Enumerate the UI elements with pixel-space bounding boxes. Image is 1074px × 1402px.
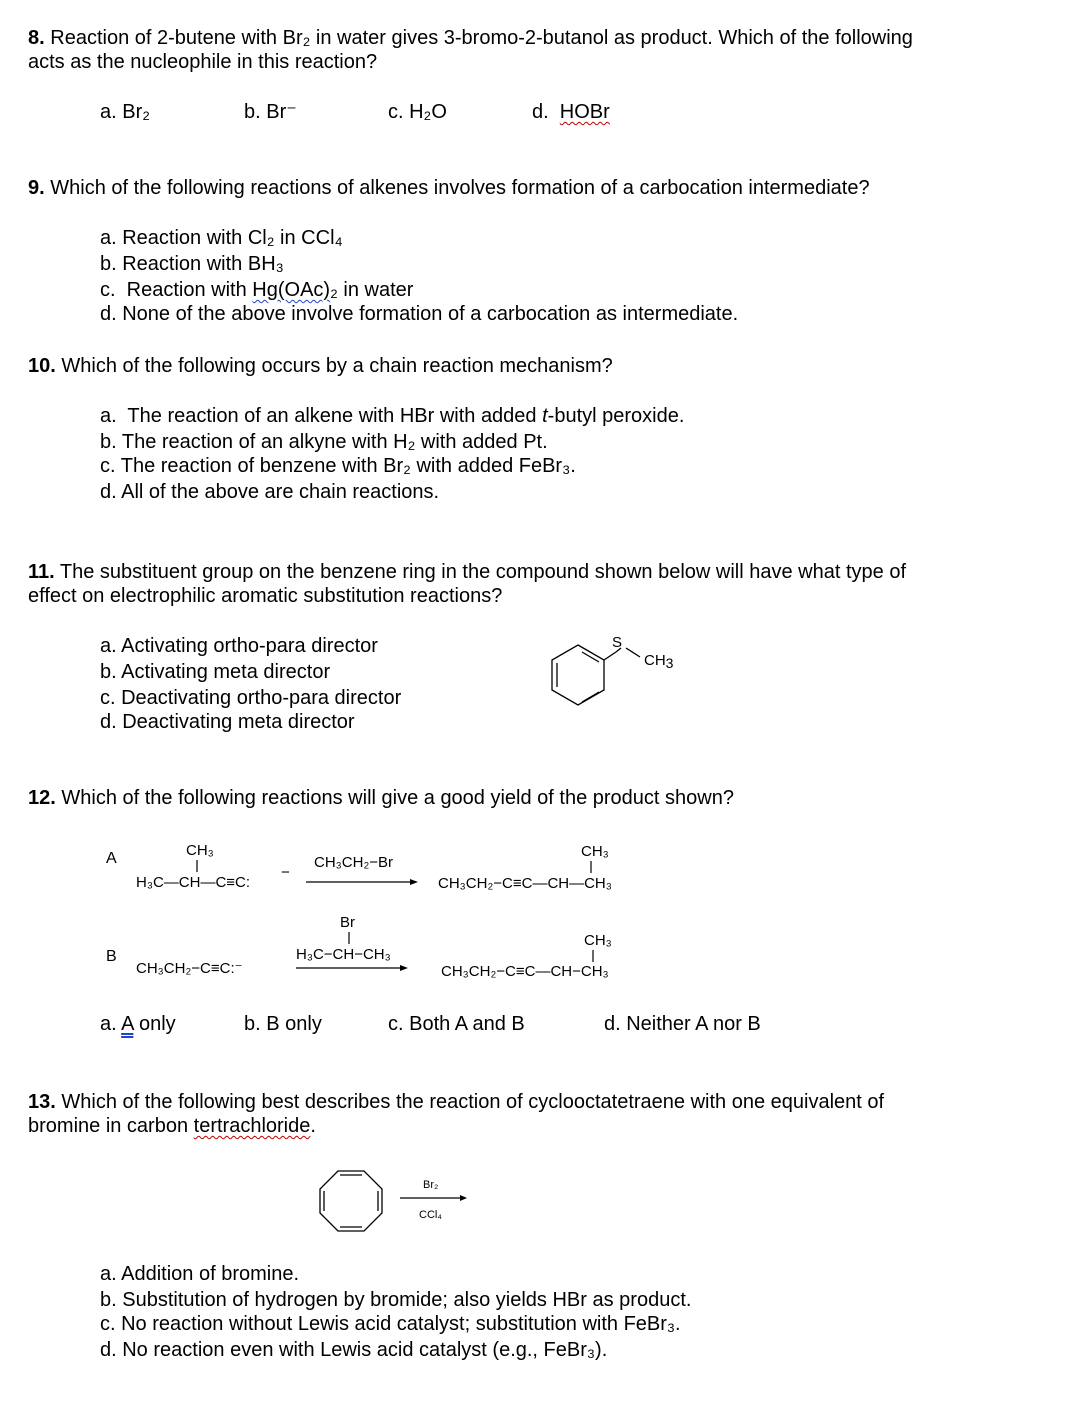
q11-option-d[interactable]: d. Deactivating meta director: [100, 711, 355, 733]
q13-option-b[interactable]: b. Substitution of hydrogen by bromide; also yields HBr as product.: [100, 1289, 692, 1311]
q12-label-a: A: [106, 850, 117, 867]
thioanisole-sub3: 3: [665, 655, 674, 671]
q13-line2-suffix: .: [310, 1115, 316, 1137]
q11-line1: [28, 560, 906, 584]
q8-option-d-prefix: d.: [532, 101, 560, 123]
q12-b-product-ch3: CH₃: [584, 932, 612, 949]
q13-option-c[interactable]: c. No reaction without Lewis acid catalyst; substitution with FeBr₃.: [100, 1313, 681, 1335]
q10-option-c[interactable]: c. The reaction of benzene with Br₂ with added FeBr₃.: [100, 455, 576, 477]
q9-option-c-suffix: ₂ in water: [330, 279, 414, 301]
q10-option-d[interactable]: d. All of the above are chain reactions.: [100, 481, 440, 503]
q9-option-c-word: Hg(OAc): [252, 279, 331, 301]
q12-b-br-bond: [348, 932, 352, 946]
q10-option-a-prefix: a. The reaction of an alkene with HBr with added: [100, 405, 543, 427]
q9-option-d[interactable]: d. None of the above involve formation of a carbocation as intermediate.: [100, 303, 739, 325]
q11-line2: effect on electrophilic aromatic substitution reactions?: [28, 585, 503, 607]
q11-text: The substituent group on the benzene ring in the compound shown below will have what type of: [59, 561, 906, 583]
q13-text: Which of the following best describes the reaction of cyclooctatetraene with one equivalent of: [61, 1091, 885, 1113]
q13-line1: [28, 1090, 884, 1114]
q12-a-product-ch3: CH₃: [581, 843, 609, 860]
q11-option-a[interactable]: a. Activating ortho-para director: [100, 635, 378, 657]
q12-a-reagent: CH₃CH₂−Br: [314, 854, 394, 871]
q12-label-b: B: [106, 948, 117, 965]
q13-option-d[interactable]: d. No reaction even with Lewis acid catalyst (e.g., FeBr₃).: [100, 1339, 608, 1361]
q12-a-arrow: [306, 878, 416, 888]
q13-option-a[interactable]: a. Addition of bromine.: [100, 1263, 300, 1285]
thioanisole-ch: CH: [644, 652, 666, 669]
q11-option-c[interactable]: c. Deactivating ortho-para director: [100, 687, 402, 709]
thioanisole-ch3: [644, 652, 673, 670]
q11-option-b[interactable]: b. Activating meta director: [100, 661, 331, 683]
q12-line: [28, 786, 734, 810]
q8-line2: acts as the nucleophile in this reaction?: [28, 51, 378, 73]
q8-line1: [28, 26, 913, 50]
q8-option-a[interactable]: a. Br₂: [100, 101, 150, 123]
q9-option-c-prefix: c. Reaction with: [100, 279, 253, 301]
q12-b-reactant: CH₃CH₂−C≡C:⁻: [136, 960, 243, 977]
q10-option-a-suffix: -butyl peroxide.: [547, 405, 685, 427]
q9-option-a[interactable]: a. Reaction with Cl₂ in CCl₄: [100, 227, 343, 249]
q11-number: 11.: [28, 561, 55, 583]
q10-option-b[interactable]: b. The reaction of an alkyne with H₂ with added Pt.: [100, 431, 548, 453]
q8-option-d-word: HOBr: [559, 101, 610, 123]
q12-b-br: Br: [340, 914, 355, 931]
q12-option-d[interactable]: d. Neither A nor B: [604, 1013, 761, 1035]
q12-a-reactant: H₃C—CH—C≡C:: [136, 874, 251, 891]
cyclooctatetraene-structure: [318, 1168, 384, 1234]
q12-a-branch-bond: [196, 860, 200, 874]
q13-line2-word: tertrachloride: [193, 1115, 311, 1137]
q9-text: Which of the following reactions of alkenes involves formation of a carbocation intermediate?: [50, 177, 870, 199]
q13-reagent-top: Br₂: [423, 1179, 439, 1191]
q10-option-a[interactable]: [100, 404, 684, 428]
benzene-ring: [552, 645, 640, 705]
q12-a-charge: −: [281, 864, 290, 881]
q12-option-a-suffix: only: [133, 1013, 176, 1035]
q10-line: [28, 354, 613, 378]
q12-option-b[interactable]: b. B only: [244, 1013, 322, 1035]
q9-option-c[interactable]: [100, 278, 413, 302]
q13-arrow: [400, 1194, 470, 1204]
thioanisole-s-atom: S: [612, 634, 623, 651]
q8-option-c[interactable]: c. H₂O: [388, 101, 447, 123]
q10-text: Which of the following occurs by a chain reaction mechanism?: [61, 355, 613, 377]
q12-b-product-bond: [592, 950, 596, 964]
q10-option-a-italic: t: [542, 405, 548, 427]
q9-option-b[interactable]: b. Reaction with BH₃: [100, 253, 284, 275]
q13-reagent-bottom: CCl₄: [419, 1209, 442, 1221]
q12-option-a-prefix: a.: [100, 1013, 122, 1035]
q8-text: Reaction of 2-butene with Br₂ in water gives 3-bromo-2-butanol as product. Which of the following: [50, 27, 913, 49]
q8-option-b[interactable]: b. Br⁻: [244, 101, 297, 123]
q8-option-d[interactable]: [532, 100, 610, 124]
q10-number: 10.: [28, 355, 56, 377]
q12-option-a[interactable]: [100, 1012, 176, 1036]
q12-text: Which of the following reactions will give a good yield of the product shown?: [61, 787, 734, 809]
q13-number: 13.: [28, 1091, 56, 1113]
q9-line: [28, 176, 870, 200]
q8-number: 8.: [28, 27, 45, 49]
q12-option-c[interactable]: c. Both A and B: [388, 1013, 525, 1035]
q12-a-product-bond: [590, 861, 594, 875]
q12-a-product: CH₃CH₂−C≡C—CH—CH₃: [438, 875, 612, 892]
q12-b-product: CH₃CH₂−C≡C—CH−CH₃: [441, 963, 609, 980]
q13-line2: [28, 1114, 316, 1138]
q9-number: 9.: [28, 177, 45, 199]
q12-option-a-word: A: [121, 1013, 134, 1035]
q12-b-arrow: [296, 964, 406, 974]
q13-line2-prefix: bromine in carbon: [28, 1115, 194, 1137]
q12-a-ch3-top: CH₃: [186, 842, 214, 859]
q12-number: 12.: [28, 787, 56, 809]
q12-b-reagent: H₃C−CH−CH₃: [296, 946, 391, 963]
